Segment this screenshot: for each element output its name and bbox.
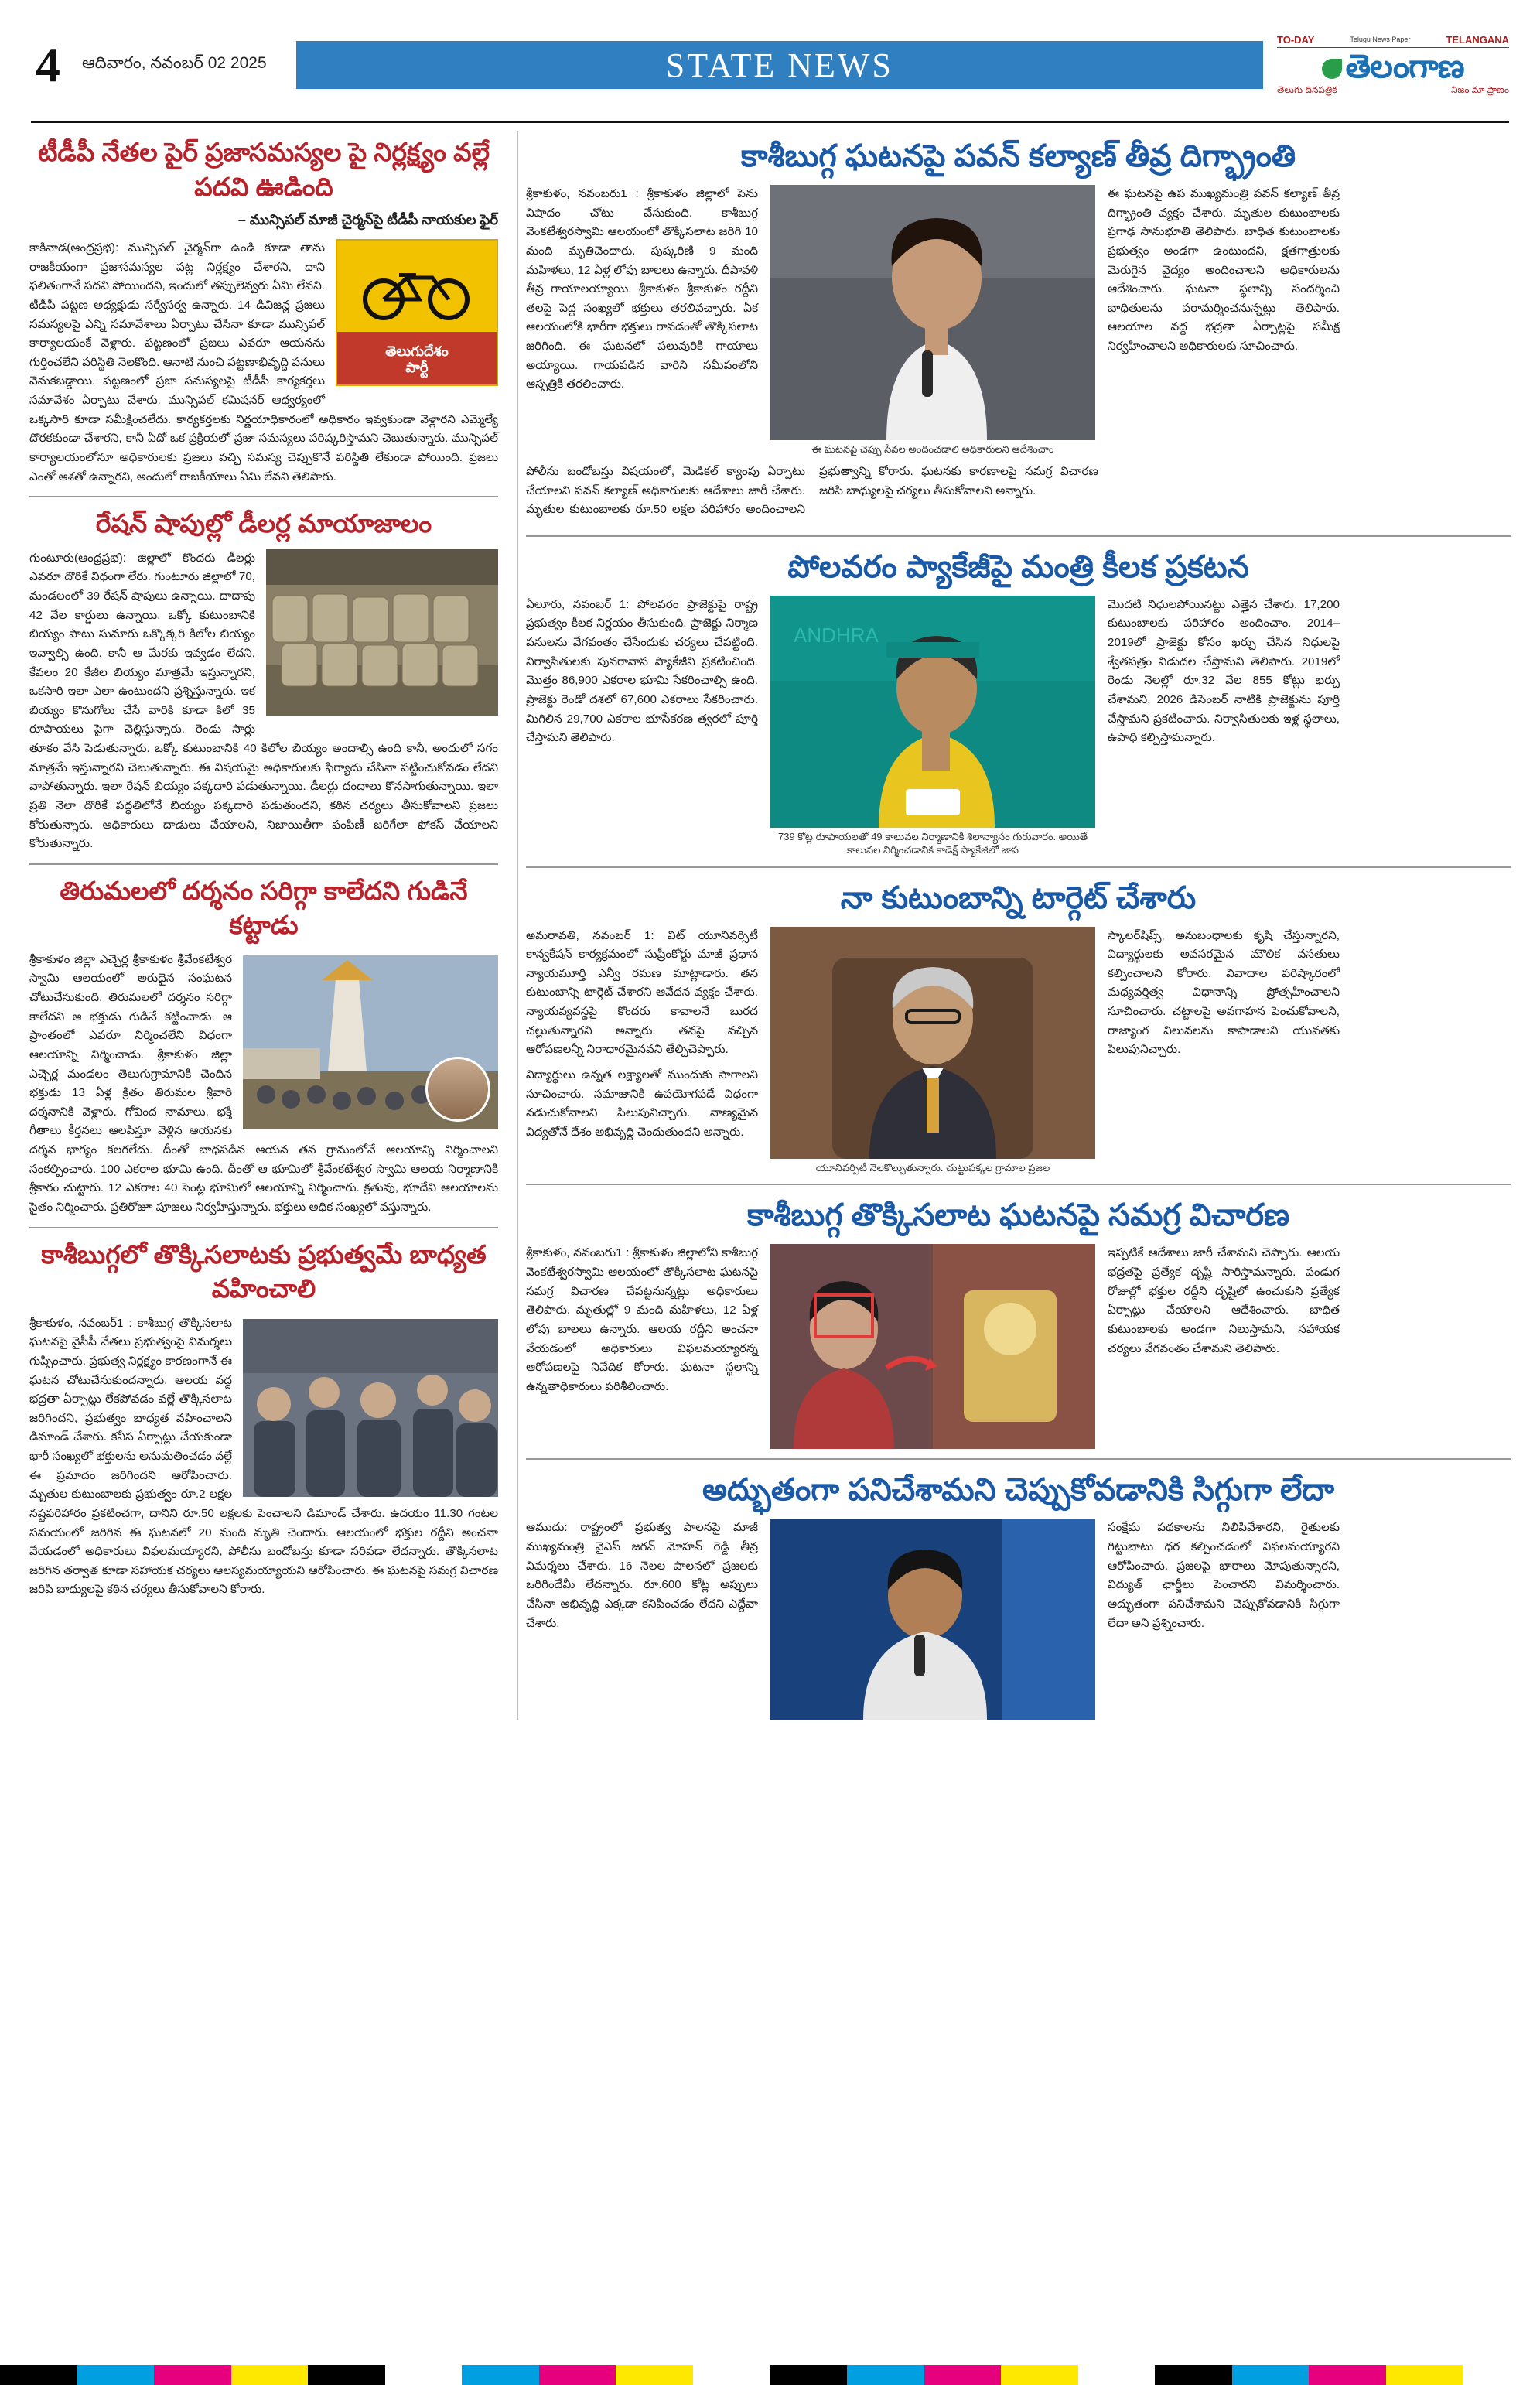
body-pawan-c: పోలీసు బందోబస్తు విషయంలో, మెడికల్ క్యాంపు ఏర్పాటు చేయాలని పవన్ కల్యాణ్ అధికారులకు ఆదేశాలు జారీ చేశారు. మృతుల కుటుంబాలకు రూ.50 లక్షల పరిహారం అందించాలని ప్రభుత్వాన్ని కోరారు. ఘటనకు కారణాలపై సమగ్ర విచారణ జరిపి బాధ్యులపై చర్యలు తీసుకోవాలని అన్నారు. — [526, 464, 1098, 517]
divider — [526, 535, 1511, 537]
photo-kasibugga-incident — [770, 1244, 1095, 1449]
body-ramana-c: స్కాలర్‌షిప్స్, అనుబంధాలకు కృషి చేస్తున్నారని, విద్యార్థులకు అవసరమైన మౌలిక వసతులు కల్పించాలని కోరారు. వివాదాల పరిష్కారంలో మధ్యవర్తిత్వ విధానాన్ని ప్రోత్సహించాలని సూచించారు. చట్టాలపై అవగాహన పెంచుకోవాలని, రాజ్యాంగ విలువలను కాపాడాలని యువతకు పిలుపునిచ్చారు. — [1108, 928, 1340, 1057]
photo-pawan-kalyan — [770, 185, 1095, 440]
logo-sub-left: తెలుగు దినపత్రిక — [1277, 84, 1337, 96]
photo-crowd-distribution — [243, 1319, 498, 1497]
caption-polavaram: 739 కోట్ల రూపాయలతో 49 కాలువల నిర్మాణానికి శిలాన్యాసం గురువారం. అయితే కాలువల నిర్మించడానికి కాడెక్ష్ ప్యాకేజీలో జాప — [777, 830, 1088, 856]
headline-polavaram: పోలవరం ప్యాకేజీపై మంత్రి కీలక ప్రకటన — [787, 549, 1249, 584]
article-tdp-leaders — [29, 135, 498, 487]
headline-family-targeted: నా కుటుంబాన్ని టార్గెట్ చేశారు — [840, 880, 1197, 915]
article-polavaram — [526, 546, 1511, 857]
headline-tdp: టీడీపీ నేతల పైర్ ప్రజాసమస్యల పై నిర్లక్ష్యం వల్లే పదవి ఊడింది — [37, 138, 490, 201]
column-divider — [517, 131, 518, 1720]
section-title: STATE NEWS — [665, 46, 893, 84]
column-left — [29, 131, 509, 1720]
bicycle-icon — [359, 261, 475, 323]
body-tdp: కాకినాడ(ఆంధ్రప్రభ): మున్సిపల్ చైర్మన్‌గా ఉండి కూడా తాను రాజకీయంగా ప్రజాసమస్యల పట్ల నిర్లక్ష్యం చేశారని, దాని ఫలితంగానే పదవి పోయిందని, ఇందులో తప్పులెవ్వరు ఏమి లేవని. టీడీపీ పట్టణ అధ్యక్షుడు సర్వేసర్వ ఉన్నారు. 14 డివిజన్ల ప్రజలు సమస్యలపై ఎన్ని సమావేశాలు ఏర్పాటు చేసినా కూడా మున్సిపల్ కార్యాలయంకే వెళ్లారు. పట్టణంలో ప్రజలు ఎవరూ ఆయనను గుర్తించలేని పరిస్థితి నెలకొంది. ఆనాటి నుంచి పట్టణాభివృద్ధి పనులు వెనుకబడ్డాయి. పట్టణంలో ప్రజా సమస్యలపై టీడీపీ కార్యకర్తలు సమావేశం ఏర్పాటు చేశారు. మున్సిపల్ కమిషనర్ ఆధ్వర్యంలో ఒక్కసారి కూడా సమీక్షించలేదు. కార్యకర్తలకు నిర్ణయాధికారంలో అధికారం ఇవ్వకుండా వెళ్లారని ఎమ్మెల్యే దొరకకుండా చేశారని, కానీ ఏదో ఒక ప్రక్రియలో ప్రజా సమస్యలు పరిష్కరిస్తామని చెబుతున్నారు. మున్సిపల్ కార్యాలయంలోనూ అధికారులకు ప్రజలు వచ్చి సమస్య చెప్పుకొనే పరిస్థితి లేకుండా పోయింది. ప్రజలు ఎంతో ఆశతో ఉన్నారని, అందులో రాజకీయాలు ఏమి లేవని తెలిపారు. — [29, 241, 498, 483]
color-registration-bar — [0, 2365, 1540, 2385]
divider — [526, 1184, 1511, 1185]
article-kasibugga-responsibility — [29, 1238, 498, 1600]
body-ration: గుంటూరు(ఆంధ్రప్రభ): జిల్లాలో కొందరు డీలర్లు ఎవరూ దొరికే విధంగా లేరు. గుంటూరు జిల్లాలో 70, మండలంలో 39 రేషన్ షాపులు ఉన్నాయి. దాదాపు 42 వేల కార్డులు ఉన్నాయి. ఒక్కో కుటుంబానికి బియ్యం పాటు సుమారు ఒక్కొక్కరి కిలోల బియ్యం ఇవ్వాల్సి ఉంది. కానీ ఆ మేరకు ఇవ్వడం లేదని, కేవలం 20 కేజీల బియ్యం మాత్రమే ఇస్తున్నారని, ఒకసారి ఇలా ఎలా ఉంటుందని ప్రశ్నిస్తున్నారు. ఇక బియ్యం కొనుగోలు చేసే వారికి కూడా కిలో 35 రూపాయలు పైగా చెల్లిస్తున్నారు. రెండు సార్లు తూకం వేసి పెడుతున్నారు. ఒక్కో కుటుంబానికి 40 కిలోల బియ్యం అందాల్సి ఉంది కానీ, అందులో సగం మాత్రమే ఇస్తున్నారని చెబుతున్నారు. ఈ విషయమై అధికారులకు ఫిర్యాదు చేసినా పట్టించుకోవడం లేదని వాపోతున్నారు. ఇలా రేషన్ బియ్యం పక్కదారి పడుతున్నాయి. డీలర్లు దందాలు కొనసాగుతున్నాయి. ఇలా ప్రతి నెలా దొరికే పద్ధతిలోనే బియ్యం పక్కదారి పడుతుందని, కఠిన చర్యలు తీసుకోవాలని ప్రజలు కోరుతున్నారు. అధికారులు దాడులు చేయాలని, నిజాయితీగా పంపిణీ జరిగేలా ఫోకస్ చేయాలని కోరుతున్నారు. — [29, 551, 498, 851]
body-jagan-b: సంక్షేమ పథకాలను నిలిపివేశారని, రైతులకు గిట్టుబాటు ధర కల్పించడంలో విఫలమయ్యారని ఆరోపించారు. ప్రజలపై భారాలు మోపుతున్నారని, విద్యుత్ ఛార్జీలు పెంచారని విమర్శించారు. అద్భుతంగా పనిచేశామని చెప్పుకోవడానికి సిగ్గుగా లేదా అని ప్రశ్నించారు. — [1108, 1521, 1340, 1630]
photo-inset-portrait — [425, 1057, 490, 1122]
body-ramana-a: అమరావతి, నవంబర్ 1: విట్ యూనివర్సిటీ కాన్వకేషన్ కార్యక్రమంలో సుప్రీంకోర్టు మాజీ ప్రధాన న్యాయమూర్తి ఎన్వీ రమణ మాట్లాడారు. తన కుటుంబాన్ని టార్గెట్ చేశారని ఆవేదన వ్యక్తం చేశారు. న్యాయవ్యవస్థపై కొందరు కావాలనే బురద చల్లుతున్నారని అన్నారు. తనపై వచ్చిన ఆరోపణలన్నీ నిరాధారమైనవని తేల్చిచెప్పారు. — [526, 928, 758, 1057]
divider — [29, 496, 498, 497]
tdp-party-logo — [336, 239, 498, 386]
svg-text:ANDHRA: ANDHRA — [794, 623, 879, 647]
section-banner — [296, 41, 1263, 89]
page-number: 4 — [36, 37, 60, 92]
byline-tdp: – మున్సిపల్ మాజీ చైర్మన్‌పై టీడీపీ నాయకుల ఫైర్ — [237, 212, 498, 228]
headline-pawan: కాశీబుగ్గ ఘటనపై పవన్ కల్యాణ్ తీవ్ర దిగ్భ్రాంతి — [740, 139, 1296, 173]
caption-ramana: యూనివర్సిటీ నెలకొల్పుతున్నారు. చుట్టుపక్కల గ్రామాల ప్రజల — [815, 1161, 1050, 1174]
photo-minister — [770, 596, 1095, 828]
logo-sub-right: నిజం మా ప్రాణం — [1451, 84, 1509, 96]
body-inquiry-b: ఇప్పటికే ఆదేశాలు జారీ చేశామని చెప్పారు. ఆలయ భద్రతపై ప్రత్యేక దృష్టి సారిస్తామన్నారు. పండుగ రోజుల్లో భక్తుల రద్దీని దృష్టిలో ఉంచుకుని ప్రత్యేక ఏర్పాట్లు చేయాలని ఆదేశించారు. బాధిత కుటుంబాలకు అండగా నిలుస్తామని, సహాయక చర్యలు వేగవంతం చేశామని తెలిపారు. — [1108, 1246, 1340, 1355]
article-tirumala-temple — [29, 874, 498, 1218]
body-polavaram-b: మొదటి నిధులపోయినట్టు ఎత్తైన చేశారు. 17,200 కుటుంబాలకు పరిహారం అందించాం. 2014–2019లో ప్రాజెక్టు కోసం ఖర్చు చేసిన నిధులపై శ్వేతపత్రం విడుదల చేస్తామని తెలిపారు. 2019లో రెండు నెలల్లో రూ.32 వేల 855 కోట్లు ఖర్చు చేశామని, 2026 డిసెంబర్ నాటికి ప్రాజెక్టును పూర్తి చేస్తామని ప్రకటించారు. నిర్వాసితులకు ఇళ్ల స్థలాలు, ఉపాధి కల్పిస్తామన్నారు. — [1108, 597, 1340, 745]
photo-temple — [243, 955, 498, 1129]
article-ration-dealers — [29, 507, 498, 854]
article-family-targeted — [526, 877, 1511, 1175]
logo-text: తెలంగాణ — [1345, 47, 1464, 84]
photo-rice-bags — [266, 549, 498, 716]
divider — [29, 1227, 498, 1228]
body-inquiry-a: శ్రీకాకుళం, నవంబరు1 : శ్రీకాకుళం జిల్లాలోని కాశీబుగ్గ వెంకటేశ్వరస్వామి ఆలయంలో తొక్కిసలాట ఘటనపై సమగ్ర విచారణ చేపట్టనున్నట్లు అధికారులు తెలిపారు. మృతుల్లో 9 మంది మహిళలు, 12 ఏళ్ల లోపు బాలలు ఉన్నారు. ఆలయ రద్దీని అంచనా వేయడంలో అధికారులు విఫలమయ్యారన్న ఆరోపణలపై నివేదిక కోరారు. ఘటనా స్థలాన్ని ఉన్నతాధికారులు పరిశీలించారు. — [526, 1246, 758, 1393]
page-content — [0, 123, 1540, 1720]
headline-kasibugga-inquiry: కాశీబుగ్గ తొక్కిసలాట ఘటనపై సమగ్ర విచారణ — [746, 1198, 1290, 1233]
photo-jagan — [770, 1519, 1095, 1720]
tdp-logo-line2: పార్టీ — [405, 360, 429, 376]
newspaper-logo — [1277, 35, 1509, 94]
body-jagan-a: ఆముదు: రాష్ట్రంలో ప్రభుత్వ పాలనపై మాజీ ముఖ్యమంత్రి వైఎస్ జగన్ మోహన్ రెడ్డి తీవ్ర విమర్శలు చేశారు. 16 నెలల పాలనలో ప్రజలకు ఒరిగిందేమీ లేదన్నారు. రూ.600 కోట్ల అప్పులు చేసినా అభివృద్ధి ఎక్కడా కనిపించడం లేదని ఎద్దేవా చేశారు. — [526, 1521, 758, 1630]
body-polavaram-a: ఏలూరు, నవంబర్ 1: పోలవరం ప్రాజెక్టుపై రాష్ట్ర ప్రభుత్వం కీలక నిర్ణయం తీసుకుంది. ప్రాజెక్టు నిర్మాణ పనులను వేగవంతం చేసేందుకు చర్యలు చేపట్టింది. నిర్వాసితులకు పునరావాస ప్యాకేజీని ప్రకటించింది. మొత్తం 86,900 ఎకరాల భూమి సేకరించాల్సి ఉంది. ప్రాజెక్టు రెండో దశలో 67,600 ఎకరాలు సేకరించారు. మిగిలిన 29,700 ఎకరాల భూసేకరణ త్వరలో పూర్తి చేస్తామని తెలిపారు. — [526, 597, 758, 745]
logo-wordmark — [1277, 47, 1509, 84]
body-kasibugga-resp: శ్రీకాకుళం, నవంబర్1 : కాశీబుగ్గ తొక్కిసలాట ఘటనపై వైసీపీ నేతలు ప్రభుత్వంపై విమర్శలు గుప్పించారు. ప్రభుత్వ నిర్లక్ష్యం కారణంగానే ఈ ఘటన చోటుచేసుకుందన్నారు. ఆలయ వద్ద భద్రతా ఏర్పాట్లు లేకపోవడం వల్లే తొక్కిసలాట జరిగిందని, ప్రభుత్వం బాధ్యత వహించాలని డిమాండ్ చేశారు. కనీస ఏర్పాట్లు చేయకుండా భారీ సంఖ్యలో భక్తులను అనుమతించడం వల్లే ఈ ప్రమాదం జరిగిందని ఆరోపించారు. మృతుల కుటుంబాలకు ప్రభుత్వం రూ.2 లక్షల నష్టపరిహారం ప్రకటించగా, దానిని రూ.50 లక్షలకు పెంచాలని డిమాండ్ చేశారు. ఉదయం 11.30 గంటల సమయంలో జరిగిన ఈ ఘటనలో 20 మంది మృతి చెందారు. ఆలయంలో భక్తుల రద్దీని అంచనా వేయడంలో అధికారులు విఫలమయ్యారని, పోలీసు బందోబస్తు కూడా సరిపడా లేదన్నారు. తొక్కిసలాట జరిగిన తర్వాత కూడా సహాయక చర్యలు ఆలస్యమయ్యాయని ఆరోపించారు. ఈ ఘటనపై సమగ్ర విచారణ జరిపి బాధ్యులపై కఠిన చర్యలు తీసుకోవాలని కోరారు. — [29, 1316, 498, 1597]
logo-top-right: TELANGANA — [1446, 34, 1509, 46]
divider — [526, 866, 1511, 868]
article-kasibugga-inquiry — [526, 1194, 1511, 1449]
headline-tirumala: తిరుమలలో దర్శనం సరిగ్గా కాలేదని గుడినే కట్టాడు — [60, 876, 468, 940]
headline-kasibugga-resp: కాశీబుగ్గలో తొక్కిసలాటకు ప్రభుత్వమే బాధ్యత వహించాలి — [41, 1239, 487, 1304]
tdp-logo-line1: తెలుగుదేశం — [385, 343, 449, 359]
caption-pawan: ఈ ఘటనపై చెప్పు సేవల అందించడాలి అధికారులని ఆదేశించాం — [811, 443, 1054, 455]
logo-tagline: Telugu News Paper — [1350, 36, 1411, 44]
logo-top-left: TO-DAY — [1277, 34, 1315, 46]
divider — [526, 1458, 1511, 1460]
body-ramana-b: విద్యార్థులు ఉన్నత లక్ష్యాలతో ముందుకు సాగాలని సూచించారు. సమాజానికి ఉపయోగపడే విధంగా నడుచుకోవాలని పిలుపునిచ్చారు. నాణ్యమైన విద్యతోనే దేశం అభివృద్ధి చెందుతుందని అన్నారు. — [526, 1068, 758, 1139]
divider — [29, 863, 498, 865]
article-jagan-criticism — [526, 1469, 1511, 1720]
publication-date: ఆదివారం, నవంబర్ 02 2025 — [82, 53, 267, 72]
body-tirumala: శ్రీకాకుళం జిల్లా ఎచ్చెర్ల శ్రీకాకుళం శ్రీవేంకటేశ్వర స్వామి ఆలయంలో అరుదైన సంఘటన చోటుచేసుకుంది. తిరుమలలో దర్శనం సరిగ్గా కాలేదని ఆ భక్తుడు గుడినే కట్టించాడు. ఆ ప్రాంతంలో ఎవరూ నిర్మించలేని విధంగా ఆలయాన్ని నిర్మించాడు. శ్రీకాకుళం జిల్లా ఎచ్చెర్ల మండలం తెలుగుగ్రామానికి చెందిన భక్తుడు 13 ఏళ్ల క్రితం తిరుమల శ్రీవారి దర్శనానికి వెళ్లారు. గోవింద నామాలు, భక్తి గీతాలు కీర్తనలు ఆలపిస్తూ వెళ్లిన ఆయనకు దర్శన భాగ్యం కలగలేదు. దీంతో బాధపడిన ఆయన తన గ్రామంలోనే ఆలయాన్ని నిర్మించాలని సంకల్పించారు. 100 ఎకరాల భూమి ఉంది. దీంతో ఆ భూమిలో శ్రీవేంకటేశ్వర స్వామి ఆలయ నిర్మాణానికి శ్రీకారం చుట్టారు. 12 ఎకరాల 40 సెంట్ల భూమిలో ఆలయాన్ని నిర్మించారు. క్రతువు, భూదేవి ఆలయాలను సైతం నిర్మించారు. ప్రతిరోజూ పూజలు నిర్వహిస్తున్నారు. భక్తులు అధిక సంఖ్యలో వస్తున్నారు. — [29, 952, 498, 1214]
body-pawan-b: ఈ ఘటనపై ఉప ముఖ్యమంత్రి పవన్ కల్యాణ్ తీవ్ర దిగ్భ్రాంతి వ్యక్తం చేశారు. మృతుల కుటుంబాలకు ప్రగాఢ సానుభూతి తెలిపారు. బాధిత కుటుంబాలకు ప్రభుత్వం అండగా ఉంటుందని, క్షతగాత్రులకు మెరుగైన వైద్యం అందించాలని అధికారులను ఆదేశించారు. ఘటనా స్థలాన్ని సందర్శించి బాధితులను పరామర్శించనున్నట్లు తెలిపారు. ఆలయాల వద్ద భద్రతా ఏర్పాట్లపై సమీక్ష నిర్వహించాలని అధికారులకు సూచించారు. — [1108, 187, 1340, 353]
article-pawan-kalyan — [526, 135, 1511, 526]
masthead — [0, 0, 1540, 116]
photo-nv-ramana — [770, 927, 1095, 1159]
headline-jagan: అద్భుతంగా పనిచేశామని చెప్పుకోవడానికి సిగ్గుగా లేదా — [702, 1473, 1335, 1508]
column-right-group — [526, 131, 1511, 1720]
body-pawan-a: శ్రీకాకుళం, నవంబరు1 : శ్రీకాకుళం జిల్లాలో పెను విషాదం చోటు చేసుకుంది. కాశీబుగ్గ వెంకటేశ్వరస్వామి ఆలయంలో తొక్కిసలాట జరిగి 10 మంది మృతిచెందారు. పుష్కరిణి 9 మంది మహిళలు, 12 ఏళ్ల లోపు బాలలు ఉన్నారు. దీపావళి తీవ్ర గాయాలయ్యాయి. శ్రీకాకుళం శ్రీకాకుళం రద్దీని తలపై పెద్ద సంఖ్యలో భక్తులు తరలివచ్చారు. ఏక ఆలయంలోకి భారీగా భక్తులు రావడంతో తొక్కిసలాట జరిగింది. ఈ ఘటనలో పలువురికి గాయాలు అయ్యాయి. గాయపడిన వారిని సమీపంలోని ఆస్పత్రికి తరలించారు. — [526, 187, 758, 391]
headline-ration: రేషన్ షాపుల్లో డీలర్ల మాయాజాలం — [95, 509, 432, 538]
leaf-icon — [1322, 59, 1342, 79]
